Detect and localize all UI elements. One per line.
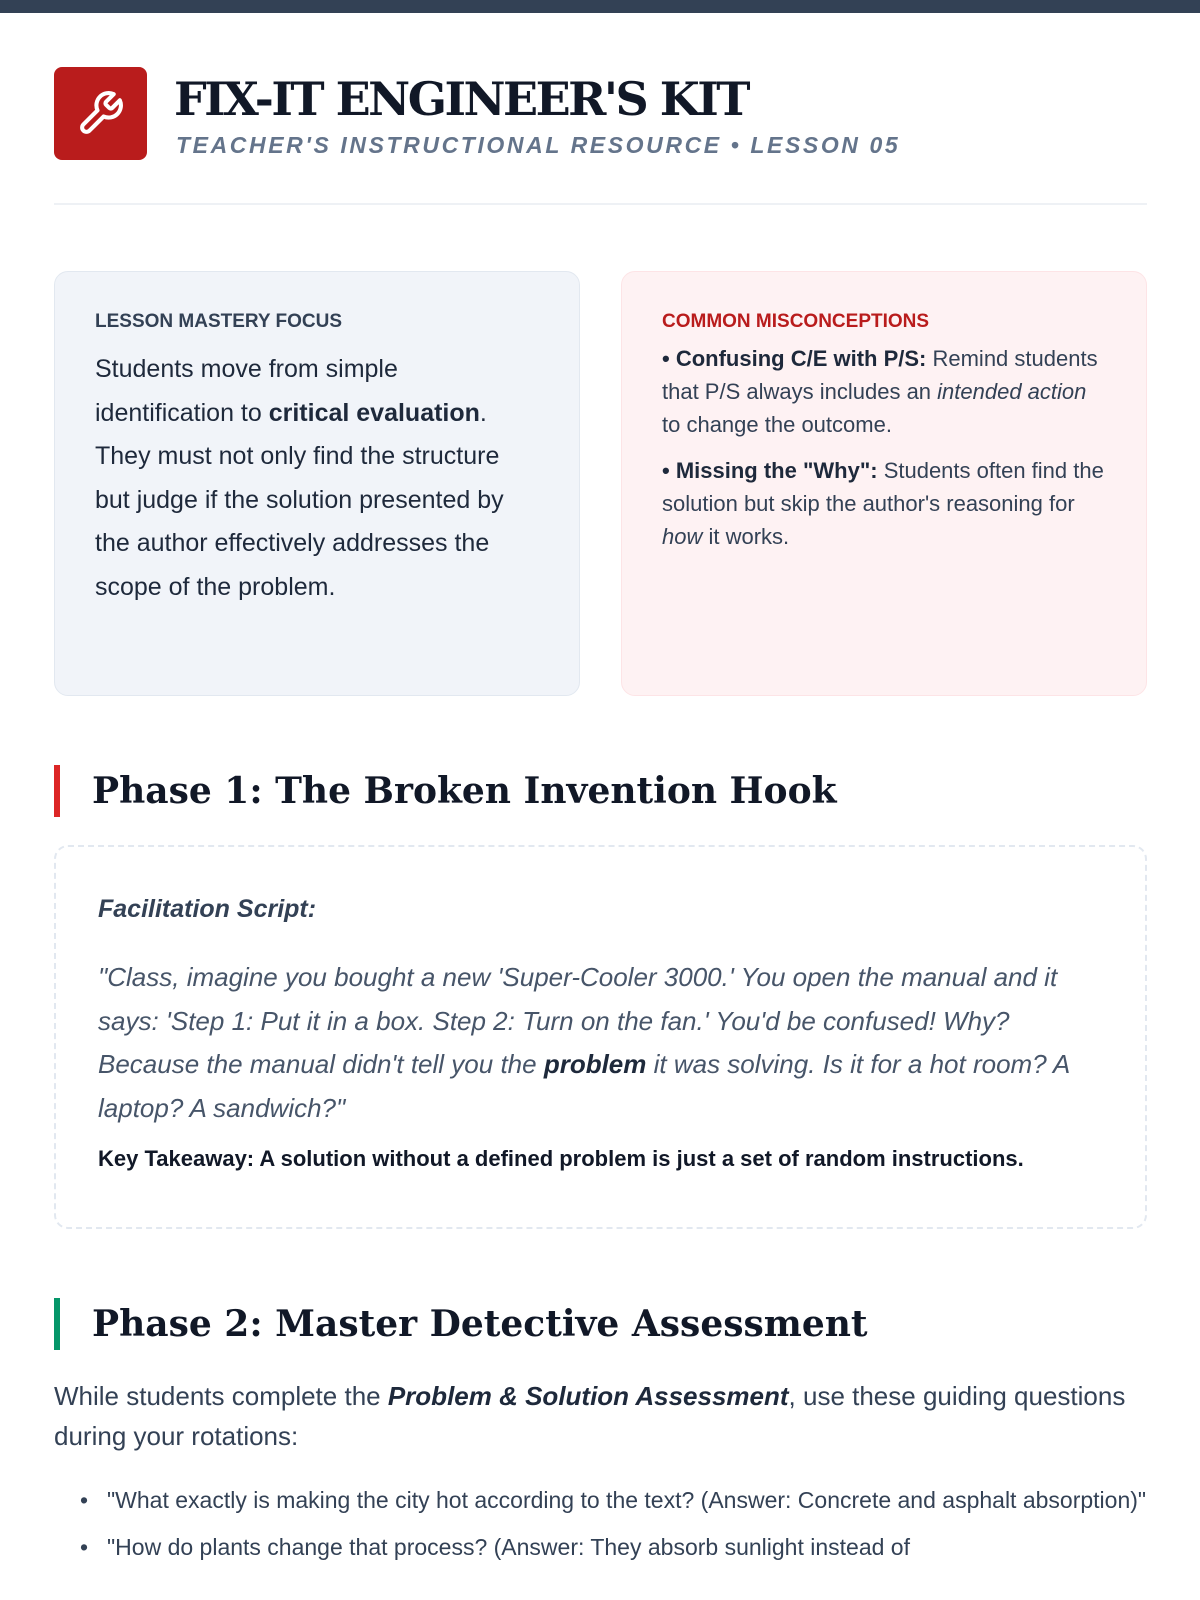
misconception-bullet: • [662,346,676,371]
lesson-focus-label: LESSON MASTERY FOCUS [95,311,343,332]
lesson-focus-text [95,348,539,609]
quote-part: it was solving. Is it for a hot room? A laptop? A sandwich?" [98,1049,1070,1123]
question-text: "What exactly is making the city hot according to the text? (Answer: Concrete and asphalt absorption)" [107,1487,1147,1513]
focus-text-bold: critical evaluation [268,398,480,427]
page-header [54,67,1147,205]
wrench-icon [76,89,125,138]
misconception-item [662,454,1106,553]
list-item [54,1484,1147,1517]
script-quote [98,956,1105,1130]
facilitation-script-box [54,845,1147,1229]
intro-part: While students complete the [54,1381,388,1411]
quote-part: "Class, imagine you bought a new 'Super-Cooler 3000.' You open the manual and it says: 'Step 1: Put it in a box. Step 2: Turn on the fan.' You'd be confused! Why? Because the manual didn't tell you the [98,962,1058,1079]
misconception-text: to change the outcome. [662,412,892,437]
bullet-icon: • [80,1487,89,1513]
lesson-focus-card [54,271,580,696]
page-title: FIX-IT ENGINEER'S KIT [174,72,748,126]
misconceptions-card [621,271,1147,696]
phase-1-heading: Phase 1: The Broken Invention Hook [54,765,837,817]
intro-part: , use these guiding questions during your rotations: [54,1381,1126,1451]
key-takeaway: Key Takeaway: A solution without a defined problem is just a set of random instructions. [98,1146,1024,1171]
phase-2-intro [54,1376,1147,1456]
intro-bold: Problem & Solution Assessment [387,1381,789,1411]
misconception-title: Confusing C/E with P/S: [675,346,927,371]
script-label: Facilitation Script: [98,895,317,923]
misconception-emphasis: intended action [937,379,1087,404]
focus-text-part: Students move from simple identification to [95,355,398,427]
question-text: "How do plants change that process? (Answer: They absorb sunlight instead of [107,1534,910,1560]
misconception-item [662,342,1106,441]
misconception-title: Missing the "Why": [675,458,878,483]
misconception-text: Students often find the solution but skip the author's reasoning for [662,458,1104,516]
guiding-questions-list [54,1484,1147,1578]
misconception-emphasis: how [662,524,703,549]
page-subtitle: TEACHER'S INSTRUCTIONAL RESOURCE • LESSON 05 [176,132,901,158]
list-item [54,1531,1147,1564]
top-bar [0,0,1200,13]
bullet-icon: • [80,1534,89,1560]
misconception-text: Remind students that P/S always includes an [662,346,1098,404]
misconceptions-label: COMMON MISCONCEPTIONS [662,311,930,332]
phase-2-heading: Phase 2: Master Detective Assessment [54,1298,868,1350]
logo-badge [54,67,147,160]
quote-bold: problem [543,1049,647,1079]
focus-text-part: . They must not only find the structure but judge if the solution presented by the author effectively addresses the scope of the problem. [95,398,504,601]
misconception-text: it works. [702,524,790,549]
misconception-bullet: • [662,458,676,483]
